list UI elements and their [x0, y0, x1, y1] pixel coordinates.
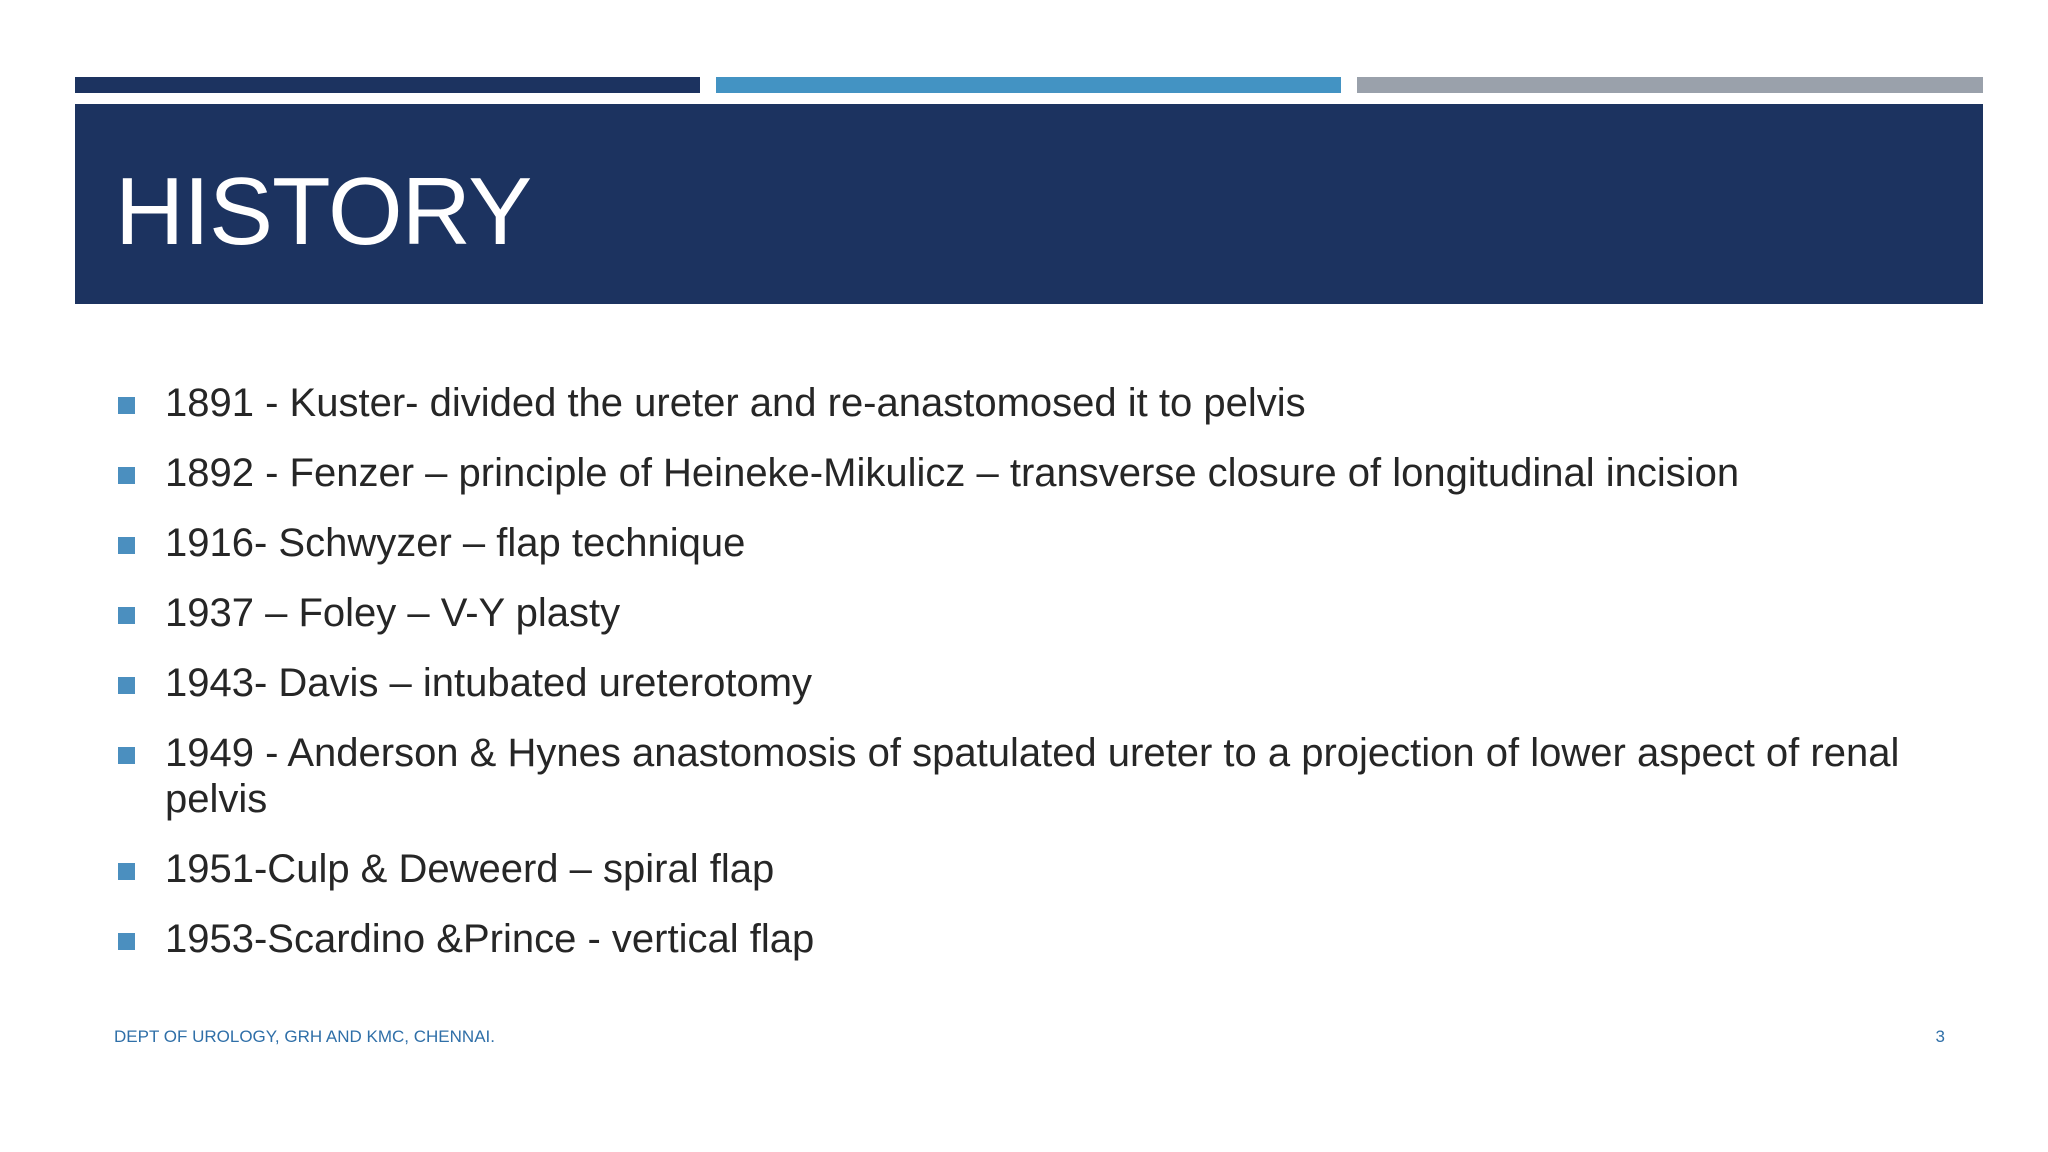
- accent-bar-blue: [716, 77, 1341, 93]
- slide-title: HISTORY: [115, 158, 532, 265]
- square-bullet-icon: [118, 397, 135, 414]
- bullet-text: 1892 - Fenzer – principle of Heineke-Mikulicz – transverse closure of longitudinal incision: [165, 451, 1740, 495]
- page-number: 3: [1935, 1027, 1945, 1046]
- square-bullet-icon: [118, 537, 135, 554]
- bullet-text: 1937 – Foley – V-Y plasty: [165, 591, 621, 635]
- bullet-text: 1949 - Anderson & Hynes anastomosis of spatulated ureter to a projection of lower aspect of renal pelvis: [165, 731, 1900, 821]
- list-item: [113, 520, 1953, 566]
- square-bullet-icon: [118, 863, 135, 880]
- accent-bar-navy: [75, 77, 700, 93]
- bullet-text: 1891 - Kuster- divided the ureter and re-anastomosed it to pelvis: [165, 381, 1306, 425]
- list-item: [113, 846, 1953, 892]
- list-item: [113, 660, 1953, 706]
- list-item: [113, 916, 1953, 962]
- list-item: [113, 590, 1953, 636]
- square-bullet-icon: [118, 747, 135, 764]
- bullet-text: 1953-Scardino &Prince - vertical flap: [165, 917, 815, 961]
- list-item: [113, 380, 1953, 426]
- square-bullet-icon: [118, 933, 135, 950]
- square-bullet-icon: [118, 467, 135, 484]
- history-bullet-list: [113, 380, 1953, 986]
- square-bullet-icon: [118, 677, 135, 694]
- title-banner: [75, 104, 1983, 304]
- accent-bar-grey: [1357, 77, 1983, 93]
- list-item: [113, 730, 1953, 822]
- list-item: [113, 450, 1953, 496]
- bullet-text: 1951-Culp & Deweerd – spiral flap: [165, 847, 775, 891]
- bullet-text: 1943- Davis – intubated ureterotomy: [165, 661, 813, 705]
- bullet-text: 1916- Schwyzer – flap technique: [165, 521, 746, 565]
- square-bullet-icon: [118, 607, 135, 624]
- slide-footer: DEPT OF UROLOGY, GRH AND KMC, CHENNAI.: [114, 1027, 495, 1046]
